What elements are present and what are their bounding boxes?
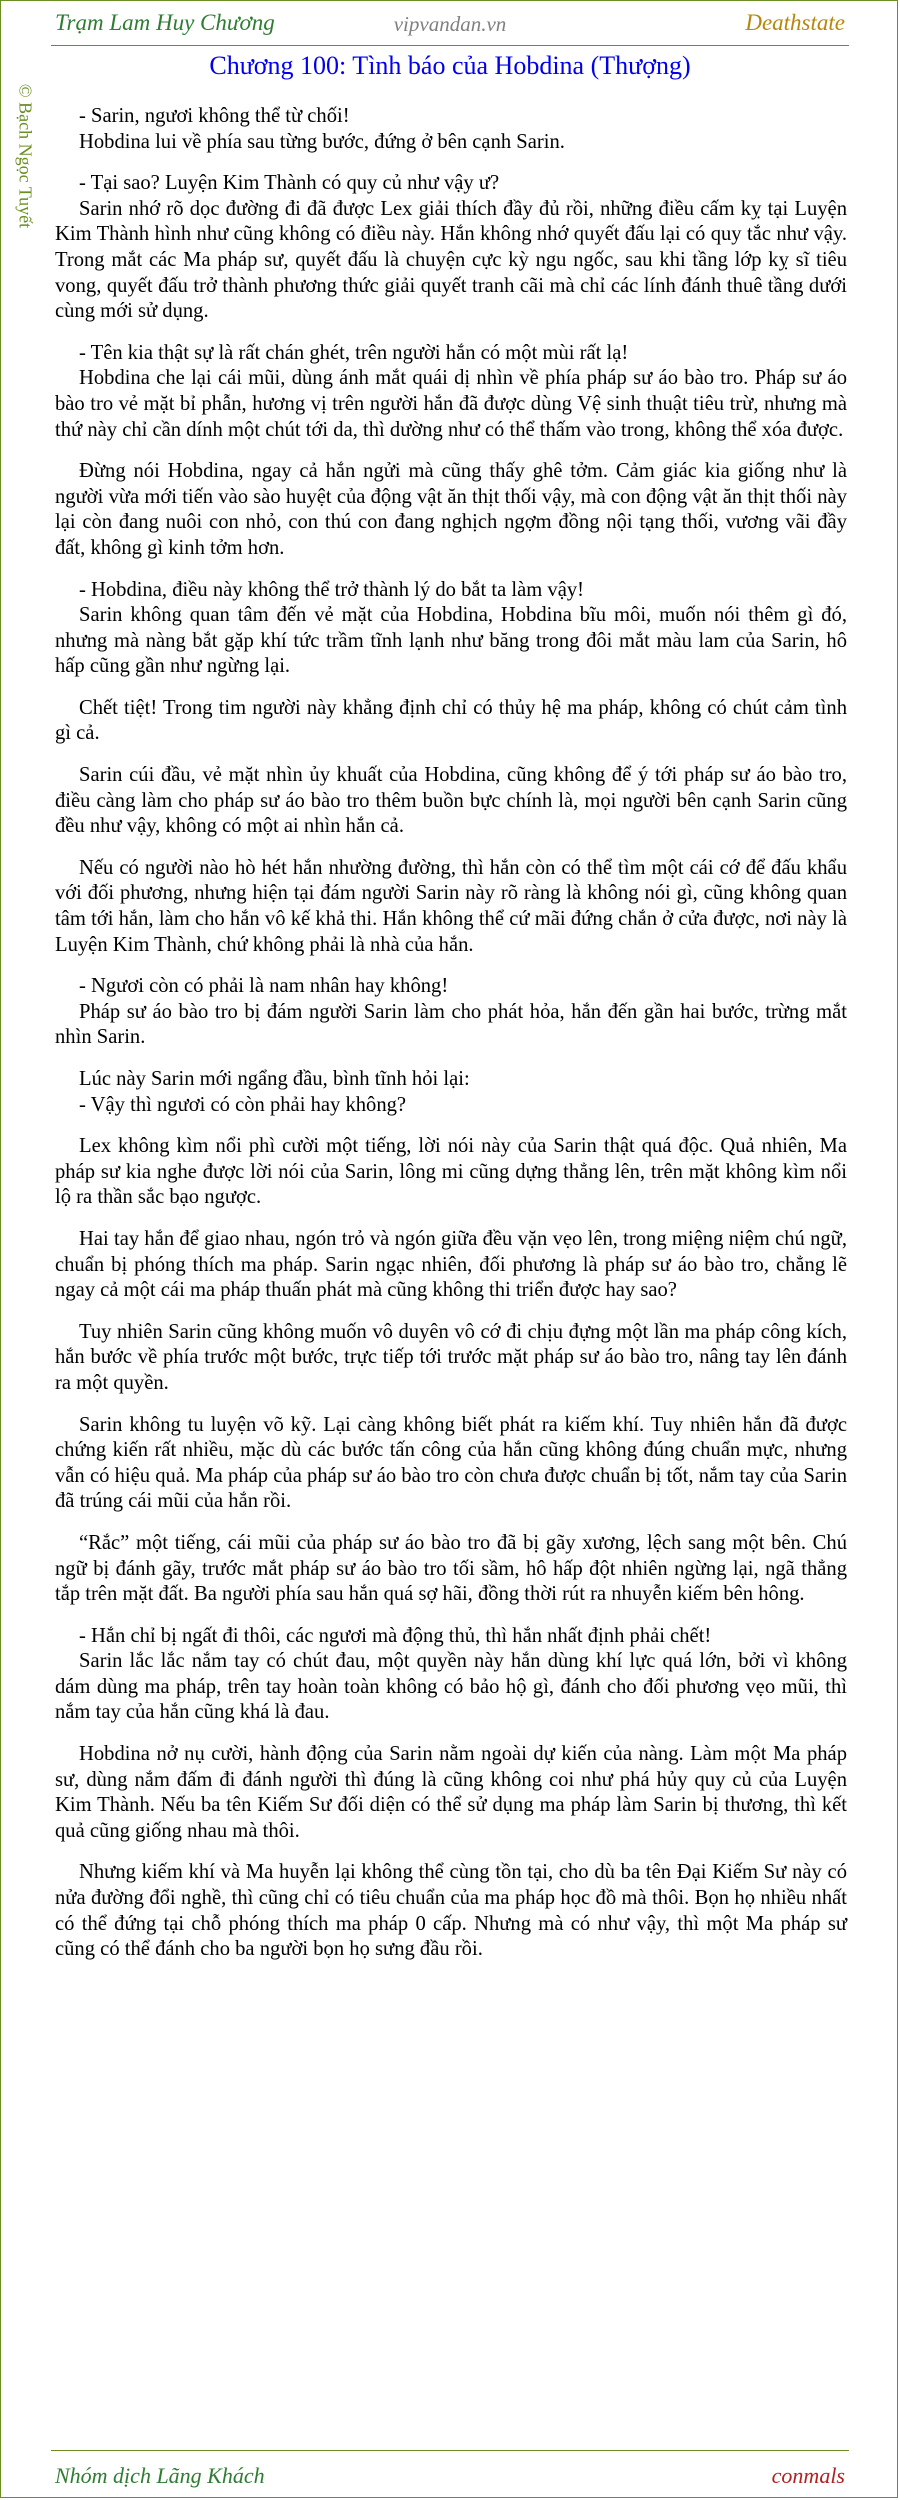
paragraph: - Sarin, ngươi không thể từ chối! [79,105,350,127]
paragraph: - Vậy thì ngươi có còn phải hay không? [79,1093,407,1116]
paragraph: - Tên kia thật sự là rất chán ghét, trên người hắn có một mùi rất lạ! [79,341,629,364]
paragraph-gap [55,443,847,459]
paragraph: Hobdina lui về phía sau từng bước, đứng ở bên cạnh Sarin. [79,130,565,153]
paragraph: Chết tiệt! Trong tim người này khẳng định chỉ có thủy hệ ma pháp, không có chút cảm tình gì cả. [55,696,847,745]
paragraph-gap [55,1608,847,1624]
paragraph-gap [55,1051,847,1067]
paragraph-gap [55,840,847,856]
paragraph: Lúc này Sarin mới ngẩng đầu, bình tĩnh hỏi lại: [79,1068,470,1090]
chapter-title: Chương 100: Tình báo của Hobdina (Thượng) [209,51,691,80]
paragraph: “Rắc” một tiếng, cái mũi của pháp sư áo bào tro đã bị gãy xương, lệch sang một bên. Chú ngữ bị đánh gãy, trước mắt pháp sư áo bào tro tối sầm, hô hấp đột nhiên ngừng lại, ngã thẳng tắp trên mặt đất. Ba người phía sau hắn quá sợ hãi, đồng thời rút ra nhuyễn kiếm bên hông. [55,1531,847,1606]
paragraph: Nhưng kiếm khí và Ma huyễn lại không thể cùng tồn tại, cho dù ba tên Đại Kiếm Sư này có nửa đường đổi nghề, thì cũng chỉ có tiêu chuẩn của ma pháp học đồ mà thôi. Bọn họ nhiều nhất có thể đứng tại chỗ phóng thích ma pháp 0 cấp. Nhưng mà có như vậy, thì một Ma pháp sư cũng có thể đánh cho ba người bọn họ sưng đầu rồi. [55,1861,847,1961]
side-watermark [5,51,45,261]
paragraph: Sarin không tu luyện võ kỹ. Lại càng không biết phát ra kiếm khí. Tuy nhiên hắn đã được chứng kiến rất nhiều, mặc dù các bước tấn công của hắn cũng không đúng chuẩn mực, nhưng vẫn có hiệu quả. Ma pháp của pháp sư áo bào tro còn chưa được chuẩn bị tốt, nắm tay của Sarin đã trúng cái mũi của hắn rồi. [55,1413,847,1513]
paragraph: Sarin nhớ rõ dọc đường đi đã được Lex giải thích đầy đủ rồi, những điều cấm kỵ tại Luyện Kim Thành hình như cũng không có điều này. Hắn không nhớ quyết đấu lại có quy tắc như vậy. Trong mắt các Ma pháp sư, quyết đấu là chuyện cực kỳ ngu ngốc, sau khi tầng lớp kỵ sĩ tiêu vong, quyết đấu trở thành phương thức giải quyết tranh cãi mà chỉ các lính đánh thuê tầng dưới cùng mới sử dụng. [55,197,847,323]
paragraph: Sarin không quan tâm đến vẻ mặt của Hobdina, Hobdina bĩu môi, muốn nói thêm gì đó, nhưng mà nàng bắt gặp khí tức trầm tĩnh lạnh như băng trong đôi mắt màu lam của Sarin, hô hấp cũng gần như ngừng lại. [55,604,847,678]
paragraph-gap [55,562,847,578]
paragraph: Sarin lắc lắc nắm tay có chút đau, một quyền này hắn dùng khí lực quá lớn, bởi vì không dám dùng ma pháp, trên tay hoàn toàn không có bảo hộ gì, đánh cho đối phương vẹo mũi, thì nắm tay của hắn cũng khá là đau. [55,1650,847,1724]
footer-editor: conmals [771,2463,845,2488]
header-url: vipvandan.vn [393,12,507,36]
paragraph-gap [55,747,847,763]
header-author: Deathstate [745,10,845,35]
paragraph-gap [55,1844,847,1860]
paragraph: - Hắn chỉ bị ngất đi thôi, các ngươi mà động thủ, thì hắn nhất định phải chết! [79,1624,712,1647]
paragraph: Đừng nói Hobdina, ngay cả hắn ngửi mà cũng thấy ghê tởm. Cảm giác kia giống như là người vừa mới tiến vào sào huyệt của động vật ăn thịt thối vậy, mà con động vật ăn thịt thối này lại còn đang nuôi con nhỏ, con thú con đang nghịch ngợm đồng nội tạng thối, vương vãi đầy đất, không gì kinh tởm hơn. [55,460,847,559]
footer-translator-group: Nhóm dịch Lãng Khách [55,2463,265,2488]
paragraph-gap [55,1726,847,1742]
copyright-mark: © Bạch Ngọc Tuyết [15,83,36,229]
paragraph-gap [55,1118,847,1134]
paragraph-gap [55,325,847,341]
paragraph: Lex không kìm nổi phì cười một tiếng, lời nói này của Sarin thật quá độc. Quả nhiên, Ma pháp sư kia nghe được lời nói của Sarin, lông mi cũng dựng thẳng lên, trên mặt không kìm nổi lộ ra thần sắc bạo ngược. [55,1135,847,1209]
paragraph-gap [55,1211,847,1227]
paragraph: Hobdina che lại cái mũi, dùng ánh mắt quái dị nhìn về phía pháp sư áo bào tro. Pháp sư áo bào tro vẻ mặt bỉ phẫn, hương vị trên người hắn đã được dùng Vệ sinh thuật tiêu trừ, nhưng mà thứ này chỉ cần dính một chút tới da, thì dường như có thể thấm vào trong, không thể xóa được. [55,367,847,441]
paragraph: Tuy nhiên Sarin cũng không muốn vô duyên vô cớ đi chịu đựng một lần ma pháp công kích, hắn bước về phía trước một bước, trực tiếp tới trước mặt pháp sư áo bào tro, nâng tay lên đánh ra một quyền. [55,1320,847,1394]
paragraph: - Tại sao? Luyện Kim Thành có quy củ như vậy ư? [79,172,500,195]
page-footer [51,2450,849,2497]
paragraph: Hai tay hắn để giao nhau, ngón trỏ và ngón giữa đều vặn vẹo lên, trong miệng niệm chú ngữ, chuẩn bị phóng thích ma pháp. Sarin ngạc nhiên, đối phương là pháp sư áo bào tro, chẳng lẽ ngay cả một cái ma pháp thuấn phát mà cũng không thi triển được hay sao? [55,1227,847,1302]
paragraph-gap [55,1304,847,1320]
paragraph-gap [55,680,847,696]
paragraph: Sarin cúi đầu, vẻ mặt nhìn ủy khuất của Hobdina, cũng không để ý tới pháp sư áo bào tro, điều càng làm cho pháp sư áo bào tro thêm buồn bực chính là, mọi người bên cạnh Sarin cũng đều như vậy, không có một ai nhìn hắn cả. [55,764,847,838]
paragraph: Pháp sư áo bào tro bị đám người Sarin làm cho phát hỏa, hắn đến gần hai bước, trừng mắt nhìn Sarin. [55,1000,847,1049]
paragraph-gap [55,1515,847,1531]
paragraph-gap [55,155,847,171]
paragraph: - Hobdina, điều này không thể trở thành lý do bắt ta làm vậy! [79,578,585,601]
header-site-name: Trạm Lam Huy Chương [55,10,275,35]
paragraph-gap [55,958,847,974]
paragraph: Hobdina nở nụ cười, hành động của Sarin nằm ngoài dự kiến của nàng. Làm một Ma pháp sư, dùng nắm đấm đi đánh người thì đúng là cũng không coi như phá hủy quy củ của Luyện Kim Thành. Nếu ba tên Kiếm Sư đối diện có thể sử dụng ma pháp làm Sarin bị thương, thì kết quả cũng giống nhau mà thôi. [55,1743,847,1842]
page-header [51,1,849,46]
paragraph: - Ngươi còn có phải là nam nhân hay không! [79,975,449,998]
chapter-body [55,104,847,1963]
paragraph: Nếu có người nào hò hét hắn nhường đường, thì hắn còn có thể tìm một cái cớ để đấu khẩu với đối phương, nhưng hiện tại đám người Sarin này rõ ràng là không nói gì, cũng không quan tâm tới hắn, làm cho hắn vô kế khả thi. Hắn không thể cứ mãi đứng chắn ở cửa được, nơi này là Luyện Kim Thành, chứ không phải là nhà của hắn. [55,856,847,956]
paragraph-gap [55,1397,847,1413]
